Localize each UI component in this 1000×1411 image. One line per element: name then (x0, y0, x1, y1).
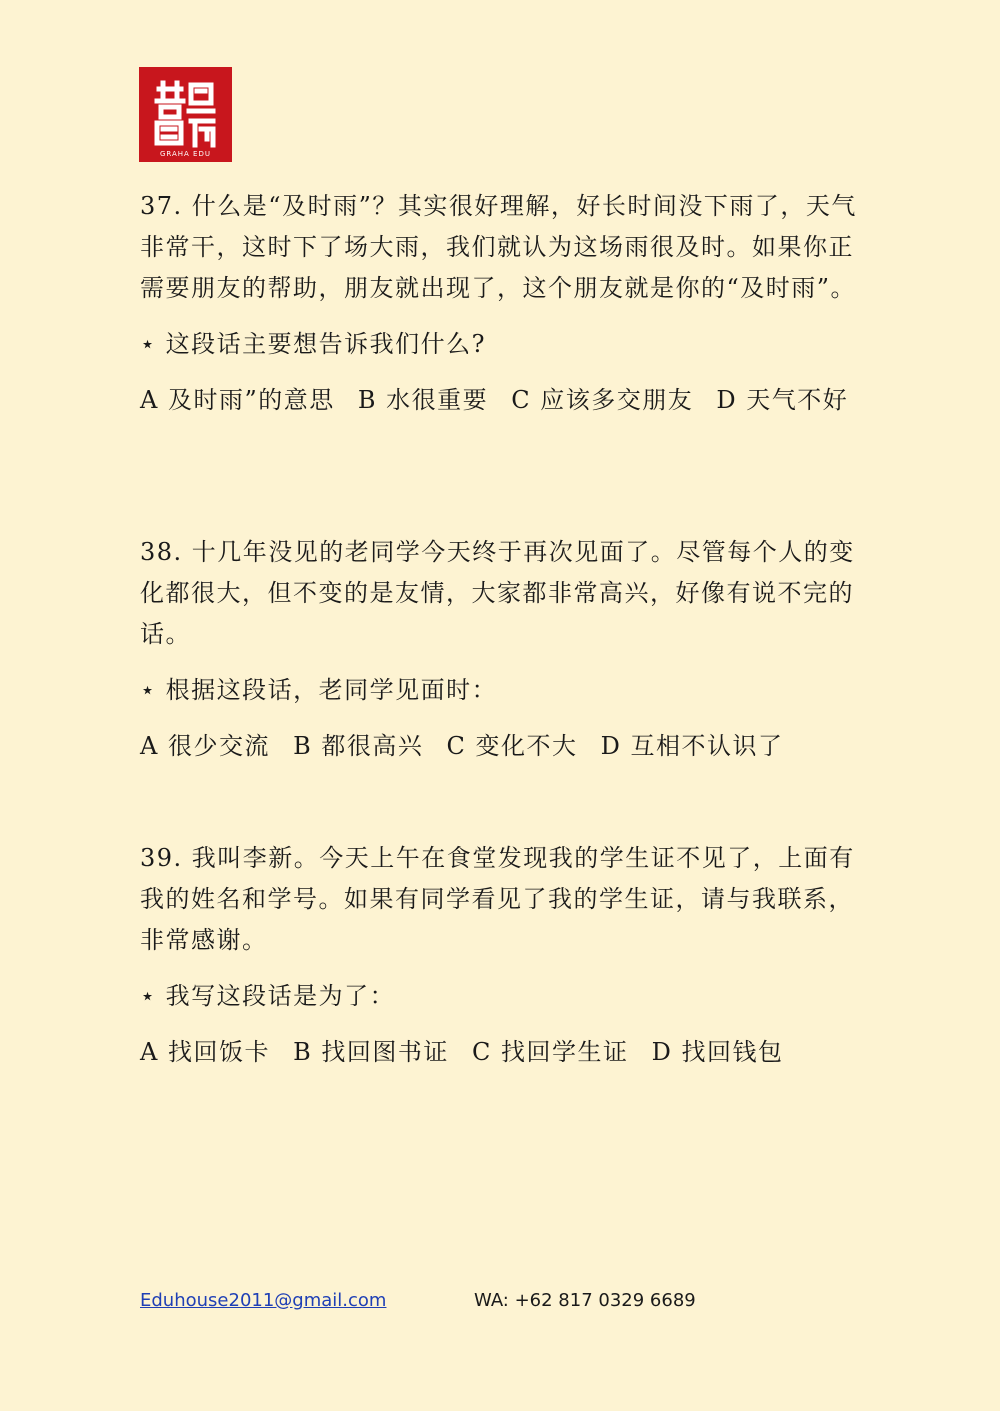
option-c: C 应该多交朋友 (511, 386, 694, 414)
passage-38: 38. 十几年没见的老同学今天终于再次见面了。尽管每个人的变化都很大，但不变的是友情，大家都非常高兴，好像有说不完的话。 (140, 538, 855, 648)
option-c: C 变化不大 (446, 732, 578, 760)
option-d: D 天气不好 (716, 386, 849, 414)
whatsapp-number: WA: +62 817 0329 6689 (474, 1290, 696, 1311)
page-footer (140, 1290, 860, 1311)
passage-39: 39. 我叫李新。今天上午在食堂发现我的学生证不见了，上面有我的姓名和学号。如果有同学看见了我的学生证，请与我联系，非常感谢。 (140, 844, 855, 954)
option-b: B 水很重要 (357, 386, 489, 414)
email-link[interactable]: Eduhouse2011@gmail.com (140, 1290, 387, 1311)
option-c: C 找回学生证 (472, 1038, 629, 1066)
question-block-38 (140, 532, 860, 767)
options-39 (140, 1032, 860, 1073)
logo-caption: GRAHA EDU (159, 150, 212, 158)
option-a: A 及时雨”的意思 (140, 386, 335, 414)
option-d: D 找回钱包 (651, 1038, 784, 1066)
option-a: A 找回饭卡 (140, 1038, 270, 1066)
question-prompt-37: ⋆ 这段话主要想告诉我们什么? (140, 330, 487, 358)
options-37 (140, 380, 860, 421)
question-block-39 (140, 838, 860, 1073)
options-38 (140, 726, 860, 767)
passage-37: 37. 什么是“及时雨”？其实很好理解，好长时间没下雨了，天气非常干，这时下了场大雨，我们就认为这场雨很及时。如果你正需要朋友的帮助，朋友就出现了，这个朋友就是你的“及时雨”。 (140, 192, 857, 302)
question-block-37 (140, 186, 860, 421)
question-prompt-39: ⋆ 我写这段话是为了： (140, 982, 396, 1010)
graha-edu-logo (139, 67, 232, 162)
option-d: D 互相不认识了 (600, 732, 784, 760)
option-b: B 都很高兴 (293, 732, 424, 760)
option-a: A 很少交流 (140, 732, 270, 760)
option-b: B 找回图书证 (293, 1038, 449, 1066)
logo-seal-icon (139, 67, 232, 162)
question-prompt-38: ⋆ 根据这段话，老同学见面时： (140, 676, 498, 704)
